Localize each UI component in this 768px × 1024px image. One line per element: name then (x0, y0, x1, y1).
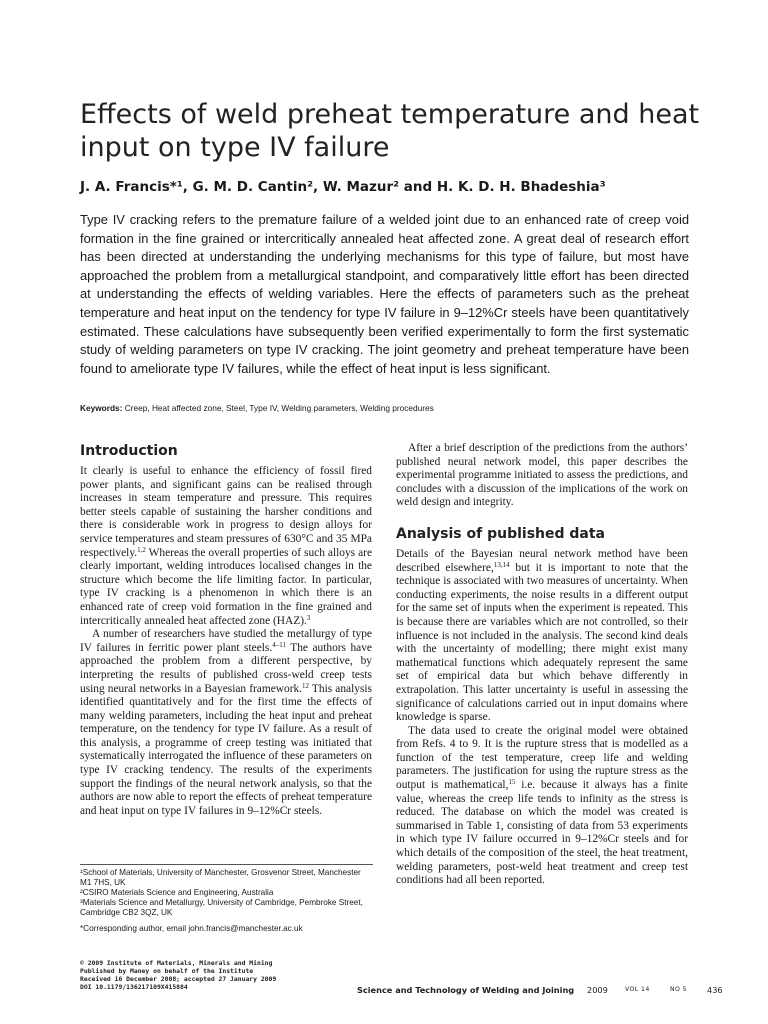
intro-p2-text-b: The authors have approached the problem from a different perspective, by interpreting the results of published cross-weld creep tests using neural networks in a Bayesian framework. (80, 641, 372, 695)
volume-number: VOL 14 (625, 986, 650, 993)
affiliation-3: ³Materials Science and Metallurgy, University of Cambridge, Pembroke Street, Cambridge CB2 3QZ, UK (80, 898, 363, 917)
citation: 3 (306, 613, 311, 622)
introduction-heading: Introduction (80, 443, 178, 459)
issue-number: NO 5 (670, 986, 688, 993)
introduction-paragraph-3: After a brief description of the predictions from the authors’ published neural network model, this paper describes the experimental programme initiated to assess the predictions, and concludes with a discussion of the implications of the work on weld design and integrity. (396, 442, 688, 509)
copyright-line: © 2009 Institute of Materials, Minerals and Mining (80, 959, 273, 967)
footnote-divider (80, 864, 373, 865)
corresponding-author: *Corresponding author, email john.francis@manchester.ac.uk (80, 924, 303, 933)
analysis-p1-text-a: Details of the Bayesian neural network method have been described elsewhere, (396, 547, 688, 574)
page-number: 436 (707, 985, 723, 995)
keywords-label: Keywords: (80, 403, 123, 413)
publication-info (80, 959, 360, 991)
left-column (80, 442, 372, 818)
intro-p2-text-c: This analysis identified quantitatively and for the first time the effects of many welding parameters, including the heat input and preheat temperature, on the tendency for type IV failure. As a result of this analysis, a programme of creep testing was initiated that systematically interrogated the influence of these parameters on type IV cracking tendency. The results of the experiments support the findings of the neural network analysis, so that the authors are now able to report the effects of preheat temperature and heat input on type IV failures in 9–12%Cr steels. (80, 682, 373, 817)
running-footer (357, 985, 723, 995)
issue-year: 2009 (587, 985, 608, 995)
analysis-p2-text-a: The data used to create the original model were obtained from Refs. 4 to 9. It is the rupture stress that is modelled as a function of the test temperature, creep life and welding parameters. The justification for using the rupture stress as the output is mathematical, (396, 724, 688, 792)
intro-p1-text-b: Whereas the overall properties of such alloys are clearly important, welding introduces localised changes in the structure which become the life limiting factor. In particular, type IV cracking is a phenomenon in which there is an enhanced rate of creep void formation in the fine grained and intercritically annealed heat affected zone (HAZ). (80, 546, 372, 627)
analysis-paragraph-1 (396, 548, 688, 725)
citation: 13,14 (493, 560, 510, 569)
analysis-p1-text-b: but it is important to note that the technique is associated with two measures of uncertainty. When conducting experiments, the noise results in a different output for the same set of inputs when the experiment is repeated. This is because there are variables which are not controlled, so their influence is not included in the analysis. The second kind deals with the uncertainty of modelling; there might exist many mathematical functions which adequately represent the same set of empirical data but which behave differently in extrapolation. This latter uncertainty is useful in assessing the significance of calculations carried out in input domains where knowledge is sparse. (396, 561, 688, 724)
author-list: J. A. Francis*¹, G. M. D. Cantin², W. Mazur² and H. K. D. H. Bhadeshia³ (80, 179, 606, 195)
analysis-heading: Analysis of published data (396, 525, 606, 542)
citation: 12 (302, 681, 310, 690)
footnotes (80, 868, 373, 934)
intro-p2-text-a: A number of researchers have studied the metallurgy of type IV failures in ferritic power plant steels. (80, 628, 372, 654)
keywords-line (80, 403, 700, 414)
citation: 1,2 (137, 545, 146, 554)
introduction-paragraph-2 (80, 628, 372, 818)
introduction-paragraph-1 (80, 465, 372, 628)
intro-p1-text-a: It clearly is useful to enhance the efficiency of fossil fired power plants, and significant gains can be realised through increases in steam temperature and pressure. This requires better steels capable of sustaining the harsher conditions and there is considerable work in progress to design alloys for service temperatures and steam pressures of 630°C and 35 MPa respectively. (80, 465, 372, 559)
abstract: Type IV cracking refers to the premature failure of a welded joint due to an enhanced rate of creep void formation in the fine grained or intercritically annealed heat affected zone. A great deal of research effort has been directed at understanding the underlying mechanisms for this type of failure, but most have approached the problem from a metallurgical standpoint, and comparatively little effort has been directed at understanding the effects of welding variables. Here the effects of parameters such as the preheat temperature and heat input on the tendency for type IV failure in 9–12%Cr steels have been quantitatively estimated. These calculations have subsequently been verified experimentally to form the first systematic study of welding parameters on type IV cracking. The joint geometry and preheat temperature have been found to ameliorate type IV failures, while the effect of heat input is less significant. (80, 212, 689, 376)
journal-name: Science and Technology of Welding and Joining (357, 985, 575, 995)
publisher-line: Published by Maney on behalf of the Institute (80, 967, 254, 976)
citation: 15 (508, 778, 516, 787)
analysis-paragraph-2 (396, 725, 688, 888)
keywords-list: Creep, Heat affected zone, Steel, Type IV, Welding parameters, Welding procedures (124, 403, 434, 413)
affiliation-2: ²CSIRO Materials Science and Engineering, Australia (80, 888, 274, 897)
doi-line: DOI 10.1179/136217109X415884 (80, 983, 188, 992)
affiliation-1: ¹School of Materials, University of Manchester, Grosvenor Street, Manchester M1 7HS, UK (80, 868, 361, 887)
analysis-p2-text-b: i.e. because it always has a finite value, whereas the creep life tends to infinity as the stress is reduced. The database on which the model was created is summarised in Table 1, consisting of data from 53 experiments in which type IV failure occurred in 9–12%Cr steels and for which details of the composition of the steel, the heat treatment, welding parameters, post-weld heat treatment and creep test conditions had all been reported. (396, 779, 688, 887)
article-title: Effects of weld preheat temperature and heat input on type IV failure (80, 99, 700, 163)
received-dates: Received 16 December 2008; accepted 27 January 2009 (80, 975, 277, 984)
citation: 4–11 (272, 640, 286, 649)
right-column (396, 442, 688, 888)
